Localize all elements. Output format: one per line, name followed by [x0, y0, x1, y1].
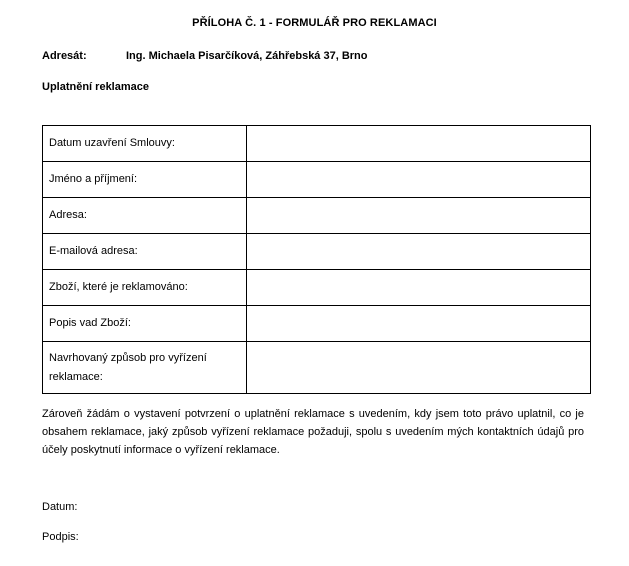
- confirmation-request-paragraph: Zároveň žádám o vystavení potvrzení o uplatnění reklamace s uvedením, kdy jsem toto právo uplatnil, co je obsahem reklamace, jaký způsob vyřízení reklamace požaduji, spolu s uvedením mých kontaktních údajů pro účely poskytnutí informace o vyřízení reklamace.: [42, 408, 584, 456]
- form-row-value[interactable]: [247, 126, 591, 162]
- form-row-label: Navrhovaný způsob pro vyřízení reklamace:: [43, 342, 247, 394]
- section-heading: Uplatnění reklamace: [42, 81, 149, 93]
- form-row-label: Datum uzavření Smlouvy:: [43, 126, 247, 162]
- form-row-value[interactable]: [247, 270, 591, 306]
- form-row-value[interactable]: [247, 306, 591, 342]
- form-row-label: Jméno a příjmení:: [43, 162, 247, 198]
- date-label: Datum:: [42, 501, 78, 513]
- form-row-defect-description: [43, 306, 591, 342]
- form-row-goods: [43, 270, 591, 306]
- form-row-resolution-method: [43, 342, 591, 394]
- form-row-value[interactable]: [247, 342, 591, 394]
- addressee-line: [42, 50, 368, 62]
- form-row-name: [43, 162, 591, 198]
- form-row-value[interactable]: [247, 198, 591, 234]
- addressee-label: Adresát:: [42, 50, 87, 62]
- form-row-label: Adresa:: [43, 198, 247, 234]
- form-row-label: Popis vad Zboží:: [43, 306, 247, 342]
- complaint-form-table: [42, 125, 591, 394]
- form-row-label: E-mailová adresa:: [43, 234, 247, 270]
- addressee-value: Ing. Michaela Pisarčíková, Záhřebská 37, Brno: [126, 50, 368, 62]
- signature-label: Podpis:: [42, 531, 79, 543]
- form-row-value[interactable]: [247, 162, 591, 198]
- form-row-address: [43, 198, 591, 234]
- form-row-value[interactable]: [247, 234, 591, 270]
- form-row-label: Zboží, které je reklamováno:: [43, 270, 247, 306]
- form-row-contract-date: [43, 126, 591, 162]
- document-title: PŘÍLOHA Č. 1 - FORMULÁŘ PRO REKLAMACI: [192, 17, 437, 29]
- form-row-email: [43, 234, 591, 270]
